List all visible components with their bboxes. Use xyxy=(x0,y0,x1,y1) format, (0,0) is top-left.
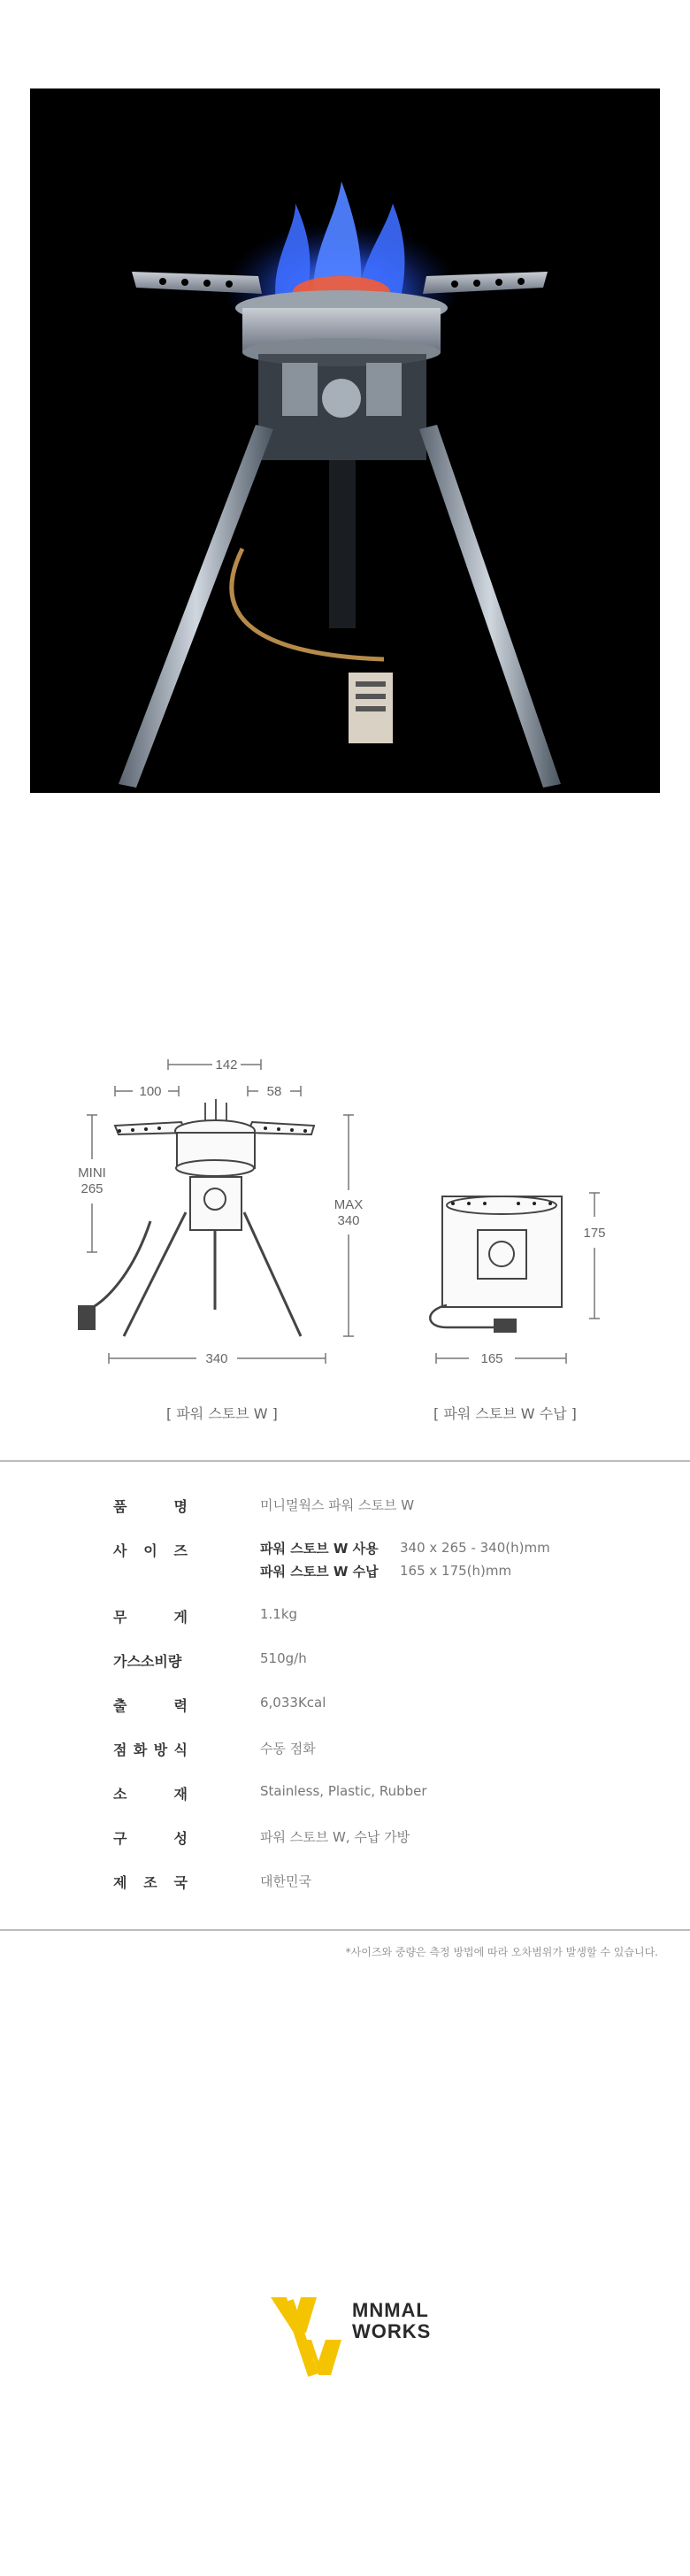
spec-row-origin xyxy=(0,1872,690,1916)
spec-value-origin: 대한민국 xyxy=(260,1873,311,1889)
spec-label-weight: 무 게 xyxy=(113,1609,188,1626)
spec-label-output: 출 력 xyxy=(113,1697,188,1714)
divider-top xyxy=(0,1460,690,1462)
spec-row-output xyxy=(0,1695,690,1739)
spec-label-material: 소 재 xyxy=(113,1786,188,1803)
spec-value-components: 파워 스토브 W, 수납 가방 xyxy=(260,1829,410,1845)
spec-value-output: 6,033Kcal xyxy=(260,1695,326,1711)
dim-right-width: 58 xyxy=(266,1084,282,1099)
spec-row-size xyxy=(0,1540,690,1584)
spec-value-size xyxy=(260,1536,550,1582)
logo-text-line1: MNMAL xyxy=(352,2299,429,2321)
logo-mark-icon xyxy=(267,2292,349,2380)
caption-stove-w-stored: [ 파워 스토브 W 수납 ] xyxy=(433,1405,577,1422)
spec-label-gas: 가스소비량 xyxy=(113,1653,182,1670)
spec-label-product-name: 품 명 xyxy=(113,1498,188,1515)
spec-row-product-name xyxy=(0,1496,690,1540)
dim-mini-label: MINI xyxy=(78,1165,106,1180)
product-photo xyxy=(30,88,660,793)
spec-value-ignition: 수동 점화 xyxy=(260,1741,316,1757)
spec-row-components xyxy=(0,1827,690,1872)
dim-top-width: 142 xyxy=(215,1057,238,1073)
spec-label-size: 사 이 즈 xyxy=(113,1542,188,1559)
size-dims-stored: 165 x 175(h)mm xyxy=(400,1563,512,1579)
spec-label-components: 구 성 xyxy=(113,1830,188,1847)
size-dims-use: 340 x 265 - 340(h)mm xyxy=(400,1540,550,1556)
spec-label-ignition: 점 화 방 식 xyxy=(113,1742,188,1758)
spec-value-weight: 1.1kg xyxy=(260,1606,298,1622)
spec-value-gas: 510g/h xyxy=(260,1650,307,1666)
logo-text-line2: WORKS xyxy=(352,2320,432,2342)
dim-left-width: 100 xyxy=(139,1084,162,1099)
caption-stove-w: [ 파워 스토브 W ] xyxy=(166,1405,278,1422)
footnote: *사이즈와 중량은 측정 방법에 따라 오차범위가 발생할 수 있습니다. xyxy=(345,1946,658,1958)
brand-logo xyxy=(267,2292,432,2380)
dim-stored-height: 175 xyxy=(583,1226,606,1241)
dim-max-value: 340 xyxy=(337,1213,360,1228)
dim-stored-width: 165 xyxy=(480,1351,503,1366)
spec-row-gas xyxy=(0,1650,690,1695)
spec-label-origin: 제 조 국 xyxy=(113,1874,188,1891)
size-model-use: 파워 스토브 W 사용 xyxy=(260,1540,379,1557)
spec-value-material: Stainless, Plastic, Rubber xyxy=(260,1783,427,1799)
spec-row-ignition xyxy=(0,1739,690,1783)
dim-mini-value: 265 xyxy=(80,1181,104,1196)
dimension-diagram xyxy=(0,1044,690,1434)
spec-row-weight xyxy=(0,1606,690,1650)
spec-row-material xyxy=(0,1783,690,1827)
spec-value-product-name: 미니멀웍스 파워 스토브 W xyxy=(260,1497,415,1513)
size-model-stored: 파워 스토브 W 수납 xyxy=(260,1563,379,1580)
divider-bottom xyxy=(0,1929,690,1931)
dim-max-label: MAX xyxy=(334,1197,364,1212)
dim-base-width: 340 xyxy=(205,1351,228,1366)
